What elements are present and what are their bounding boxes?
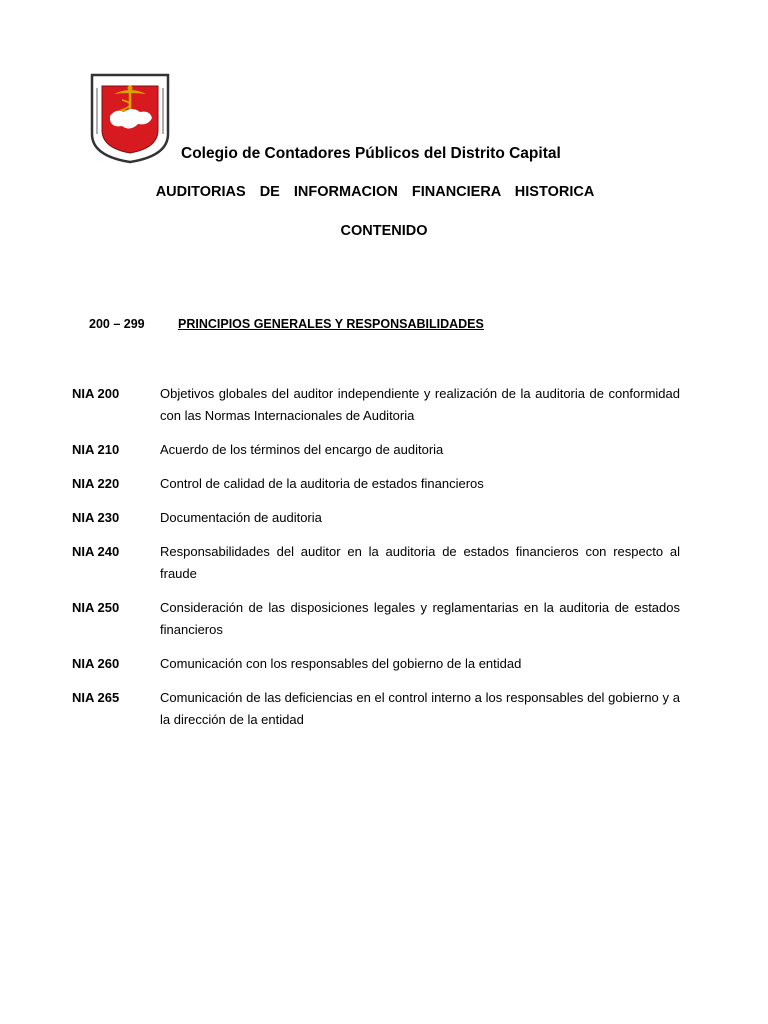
standard-code: NIA 200 <box>72 386 120 401</box>
standard-description: Consideración de las disposiciones legales y reglamentarias en la auditoria de estados financieros <box>160 600 680 637</box>
standard-description: Control de calidad de la auditoria de estados financieros <box>160 476 484 491</box>
standard-code: NIA 220 <box>72 476 120 491</box>
standard-description: Comunicación con los responsables del gobierno de la entidad <box>160 656 522 671</box>
contents-list <box>72 383 680 743</box>
list-item <box>72 597 680 641</box>
standard-code: NIA 210 <box>72 442 120 457</box>
contents-heading: CONTENIDO <box>340 223 428 239</box>
standard-code: NIA 250 <box>72 600 120 615</box>
list-item <box>72 383 680 427</box>
standard-description: Documentación de auditoria <box>160 510 322 525</box>
standard-description: Responsabilidades del auditor en la auditoria de estados financieros con respecto al fraude <box>160 544 680 581</box>
section-title: PRINCIPIOS GENERALES Y RESPONSABILIDADES <box>178 317 484 331</box>
standard-description: Objetivos globales del auditor independiente y realización de la auditoria de conformidad con las Normas Internacionales de Auditoria <box>160 386 680 423</box>
ccp-seal-logo <box>88 72 172 164</box>
standard-description: Acuerdo de los términos del encargo de auditoria <box>160 442 444 457</box>
standard-code: NIA 260 <box>72 656 120 671</box>
list-item <box>72 507 680 529</box>
section-range: 200 – 299 <box>89 317 145 331</box>
standard-code: NIA 240 <box>72 544 120 559</box>
standard-description: Comunicación de las deficiencias en el control interno a los responsables del gobierno y a la dirección de la entidad <box>160 690 680 727</box>
document-title: AUDITORIAS DE INFORMACION FINANCIERA HISTORICA <box>155 184 595 200</box>
organization-name: Colegio de Contadores Públicos del Distrito Capital <box>181 145 561 162</box>
standard-code: NIA 230 <box>72 510 120 525</box>
list-item <box>72 653 680 675</box>
list-item <box>72 473 680 495</box>
standard-code: NIA 265 <box>72 690 120 705</box>
list-item <box>72 439 680 461</box>
list-item <box>72 541 680 585</box>
list-item <box>72 687 680 731</box>
